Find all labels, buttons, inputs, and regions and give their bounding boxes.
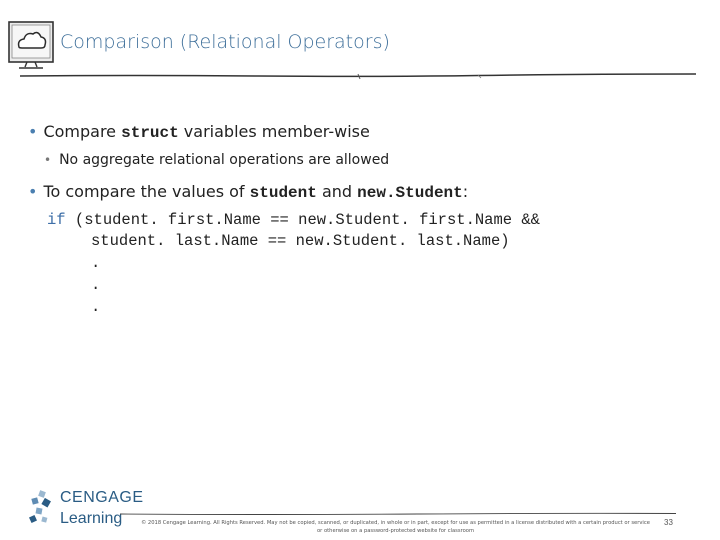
code-line-2: student. last.Name == new.Student. last.Name) xyxy=(91,232,510,250)
brand-subname: Learning xyxy=(60,510,123,527)
code-ellipsis-dot: . xyxy=(91,298,101,316)
code-student: student xyxy=(249,184,317,202)
cloud-monitor-icon xyxy=(7,20,55,70)
footer-divider xyxy=(118,510,678,518)
bullet-dot-icon: • xyxy=(28,122,38,141)
cengage-logo-icon xyxy=(28,489,56,529)
sub-bullet-item: • No aggregate relational operations are allowed xyxy=(44,152,390,168)
brand-name: CENGAGE xyxy=(60,489,144,506)
bullet-dot-icon: • xyxy=(28,182,38,201)
code-new-student: new.Student xyxy=(357,184,463,202)
code-keyword-if: if xyxy=(47,211,66,229)
page-title: Comparison (Relational Operators) xyxy=(60,31,390,53)
sub-bullet-dot-icon: • xyxy=(44,153,52,167)
code-line-1: if (student. first.Name == new.Student. first.Name && xyxy=(47,211,540,229)
bullet-item: • Compare struct variables member-wise xyxy=(28,122,370,142)
code-struct: struct xyxy=(121,124,179,142)
code-ellipsis-dot: . xyxy=(91,254,101,272)
code-ellipsis-dot: . xyxy=(91,276,101,294)
page-number: 33 xyxy=(664,518,673,527)
copyright-notice: © 2018 Cengage Learning. All Rights Reserved. May not be copied, scanned, or duplicated, in whole or in part, except for use as permitted in a license distributed with a certain product or service or otherwise on a password-protected website for classroom xyxy=(141,520,650,534)
bullet-item: • To compare the values of student and new.Student: xyxy=(28,182,469,202)
title-divider xyxy=(18,70,698,82)
